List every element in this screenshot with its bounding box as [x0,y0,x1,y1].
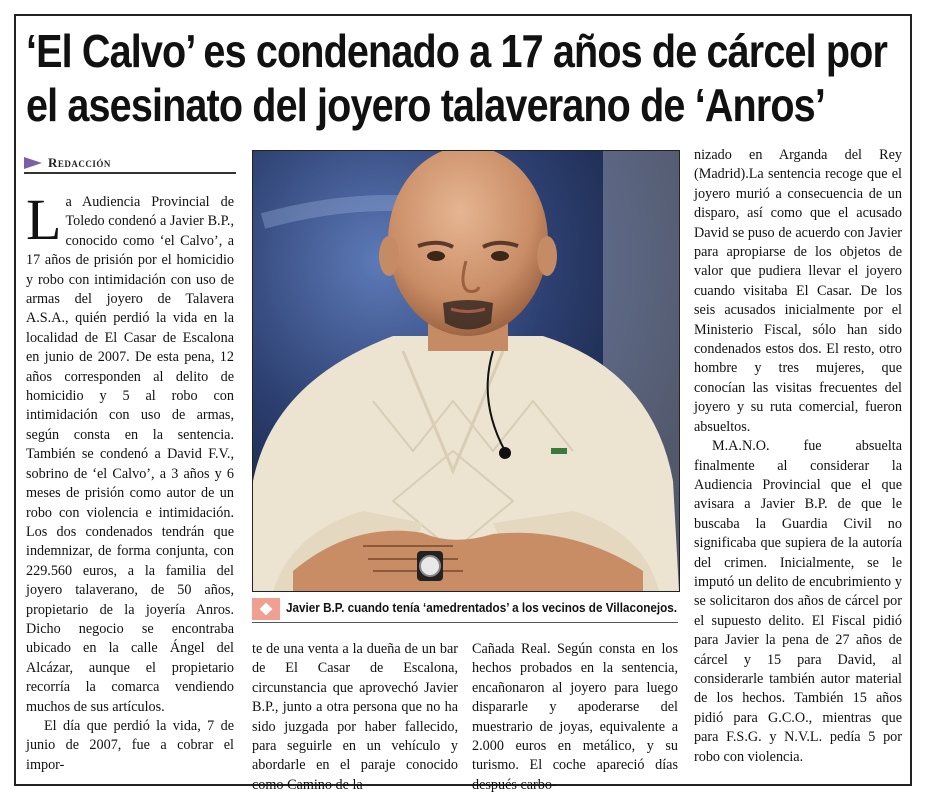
article-column-4 [694,146,902,767]
photo-caption-text: Javier B.P. cuando tenía ‘amedrentados’ a los vecinos de Villaconejos. [286,600,678,615]
paragraph: El día que perdió la vida, 7 de junio de 2007, fue a cobrar el impor- [26,717,234,773]
drop-cap: L [26,187,62,252]
article-frame [14,14,912,793]
paragraph: M.A.N.O. fue absuelta finalmente al considerar la Audiencia Provincial que el que avisara a Javier B.P. de que le buscaba la Guardia Civil no significaba que supiera de la autoría del crimen. Inicialmente, se le imputó un delito de encubrimiento y se solicitaron dos años de cárcel por el supuesto delito. El Fiscal pidió para Javier la pena de 27 años de cárcel y 15 para David, al considerarle también autor material de los hechos. También 15 años pidió para G.C.O., mientras que para F.S.G. y N.V.L. pedía 5 por robo con violencia. [694,438,902,765]
headline-line-2: el asesinato del joyero talaverano de ‘Anros’ [26,79,825,131]
byline [24,153,236,173]
caption-rule [252,622,678,623]
photo-caption [252,598,678,620]
headline [26,24,888,132]
caption-diamond-icon [252,598,280,620]
article-photo [252,150,680,592]
paragraph: nizado en Arganda del Rey (Madrid).La sentencia recoge que el joyero murió a consecuencia de un disparo, así como que el acusado David se puso de acuerdo con Javier para apropiarse de los objetos de valor que pudiera llevar el joyero cuando visitaba El Casar. De los seis acusados inicialmente por el Ministerio Fiscal, sólo han sido condenados estos dos. El resto, otro hombre y tres mujeres, que conocían las visitas frecuentes del joyero y su ruta comercial, fueron absueltos. [694,147,902,435]
photo-man-portrait-icon [253,151,679,591]
byline-text: Redacción [48,155,111,170]
paragraph-text: a Audiencia Provincial de Toledo condenó a Javier B.P., conocido como ‘el Calvo’, a 17 años de prisión por el homicidio y robo con intimidación con uso de armas del joyero de Talavera A.S.A., quién perdió la vida en la localidad de El Casar de Escalona en junio de 2007. De esta pena, 12 años corresponden al delito de homicidio y 5 al robo con intimidación con uso de armas, según consta en la sentencia. También se condenó a David F.V., sobrino de ‘el Calvo’, a 3 años y 6 meses de prisión como autor de un robo con violencia e intimidación. Los dos condenados tendrán que indemnizar, de forma conjunta, con 229.560 euros, a la familia del joyero talaverano, de 50 años, propietario de la joyería Anros. Dicho negocio se encontraba ubicado en la calle Ángel del Alcázar, aunque el propietario recorría la comarca vendiendo muchos de sus artículos. [26,194,234,715]
paragraph: te de una venta a la dueña de un bar de El Casar de Escalona, circunstancia que aprovechó Javier B.P., junto a otra persona que no ha sido juzgada por haber fallecido, para seguirle en un vehículo y abordarle en el paraje conocido como Camino de la [252,641,458,793]
byline-triangle-icon [24,157,42,169]
article-column-2 [252,640,458,795]
paragraph: Cañada Real. Según consta en los hechos probados en la sentencia, encañonaron al joyero para luego dispararle y apoderarse del muestrario de joyas, equivalente a 2.000 euros en metálico, y su turismo. El coche apareció días después carbo- [472,641,678,793]
paragraph [26,187,234,717]
headline-line-1: ‘El Calvo’ es condenado a 17 años de cárcel por [26,25,888,77]
article-column-1 [26,187,234,775]
byline-rule [24,172,236,174]
article-column-3 [472,640,678,795]
